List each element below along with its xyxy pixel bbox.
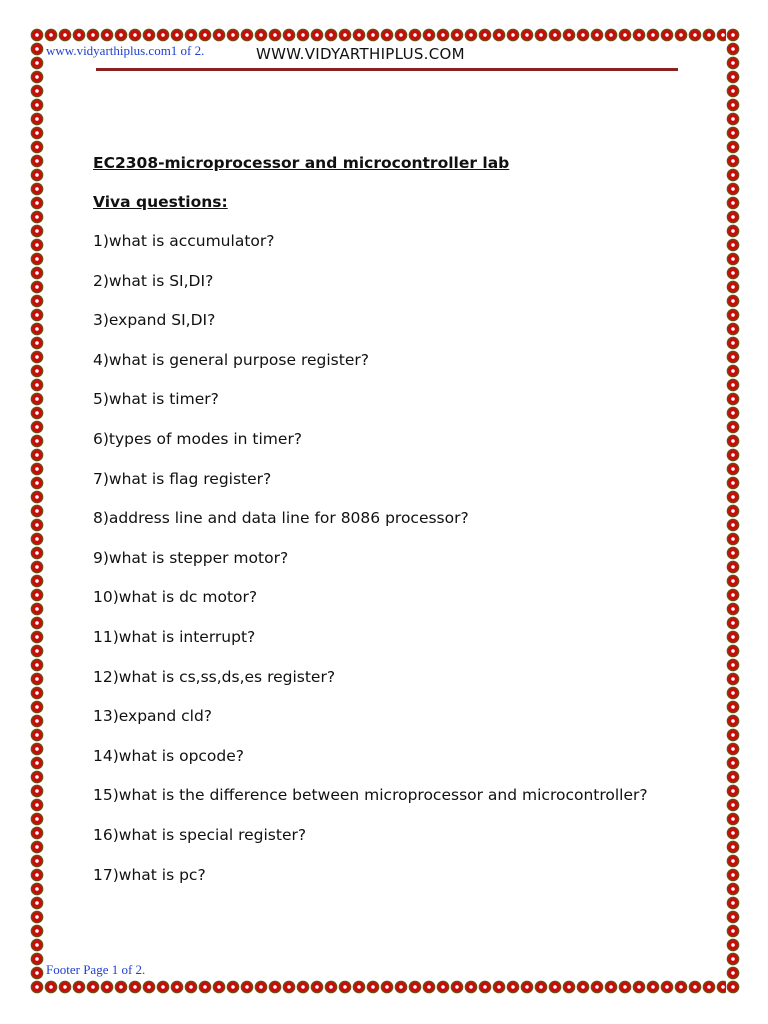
document-subtitle: Viva questions: [93, 193, 228, 211]
list-item: 1)what is accumulator? [93, 232, 275, 250]
list-item: 7)what is flag register? [93, 469, 272, 488]
list-item: 16)what is special register? [93, 825, 307, 844]
question-list [93, 228, 653, 889]
list-item: 15)what is the difference between microprocessor and microcontroller? [93, 786, 648, 805]
list-item: 9)what is stepper motor? [93, 548, 289, 567]
decorative-border-right [726, 28, 740, 994]
list-item: 8)address line and data line for 8086 processor? [93, 509, 469, 528]
header-divider [96, 68, 678, 71]
list-item: 11)what is interrupt? [93, 627, 256, 646]
list-item: 17)what is pc? [93, 865, 206, 884]
list-item: 4)what is general purpose register? [93, 350, 369, 369]
list-item: 12)what is cs,ss,ds,es register? [93, 667, 336, 686]
list-item: 2)what is SI,DI? [93, 271, 214, 290]
list-item: 5)what is timer? [93, 390, 219, 409]
decorative-border-top [30, 28, 740, 42]
decorative-border-left [30, 28, 44, 994]
decorative-border-bottom [30, 980, 740, 994]
list-item: 10)what is dc motor? [93, 588, 258, 607]
header-site-title: WWW.VIDYARTHIPLUS.COM [256, 45, 465, 63]
list-item: 6)types of modes in timer? [93, 429, 303, 448]
footer-page-number: Footer Page 1 of 2. [46, 962, 146, 977]
header-url-link[interactable]: www.vidyarthiplus.com1 of 2. [46, 43, 205, 58]
list-item: 3)expand SI,DI? [93, 311, 216, 330]
document-title: EC2308-microprocessor and microcontroller lab [93, 154, 510, 172]
document-body [93, 150, 653, 901]
list-item: 13)expand cld? [93, 707, 213, 726]
list-item: 14)what is opcode? [93, 746, 245, 765]
